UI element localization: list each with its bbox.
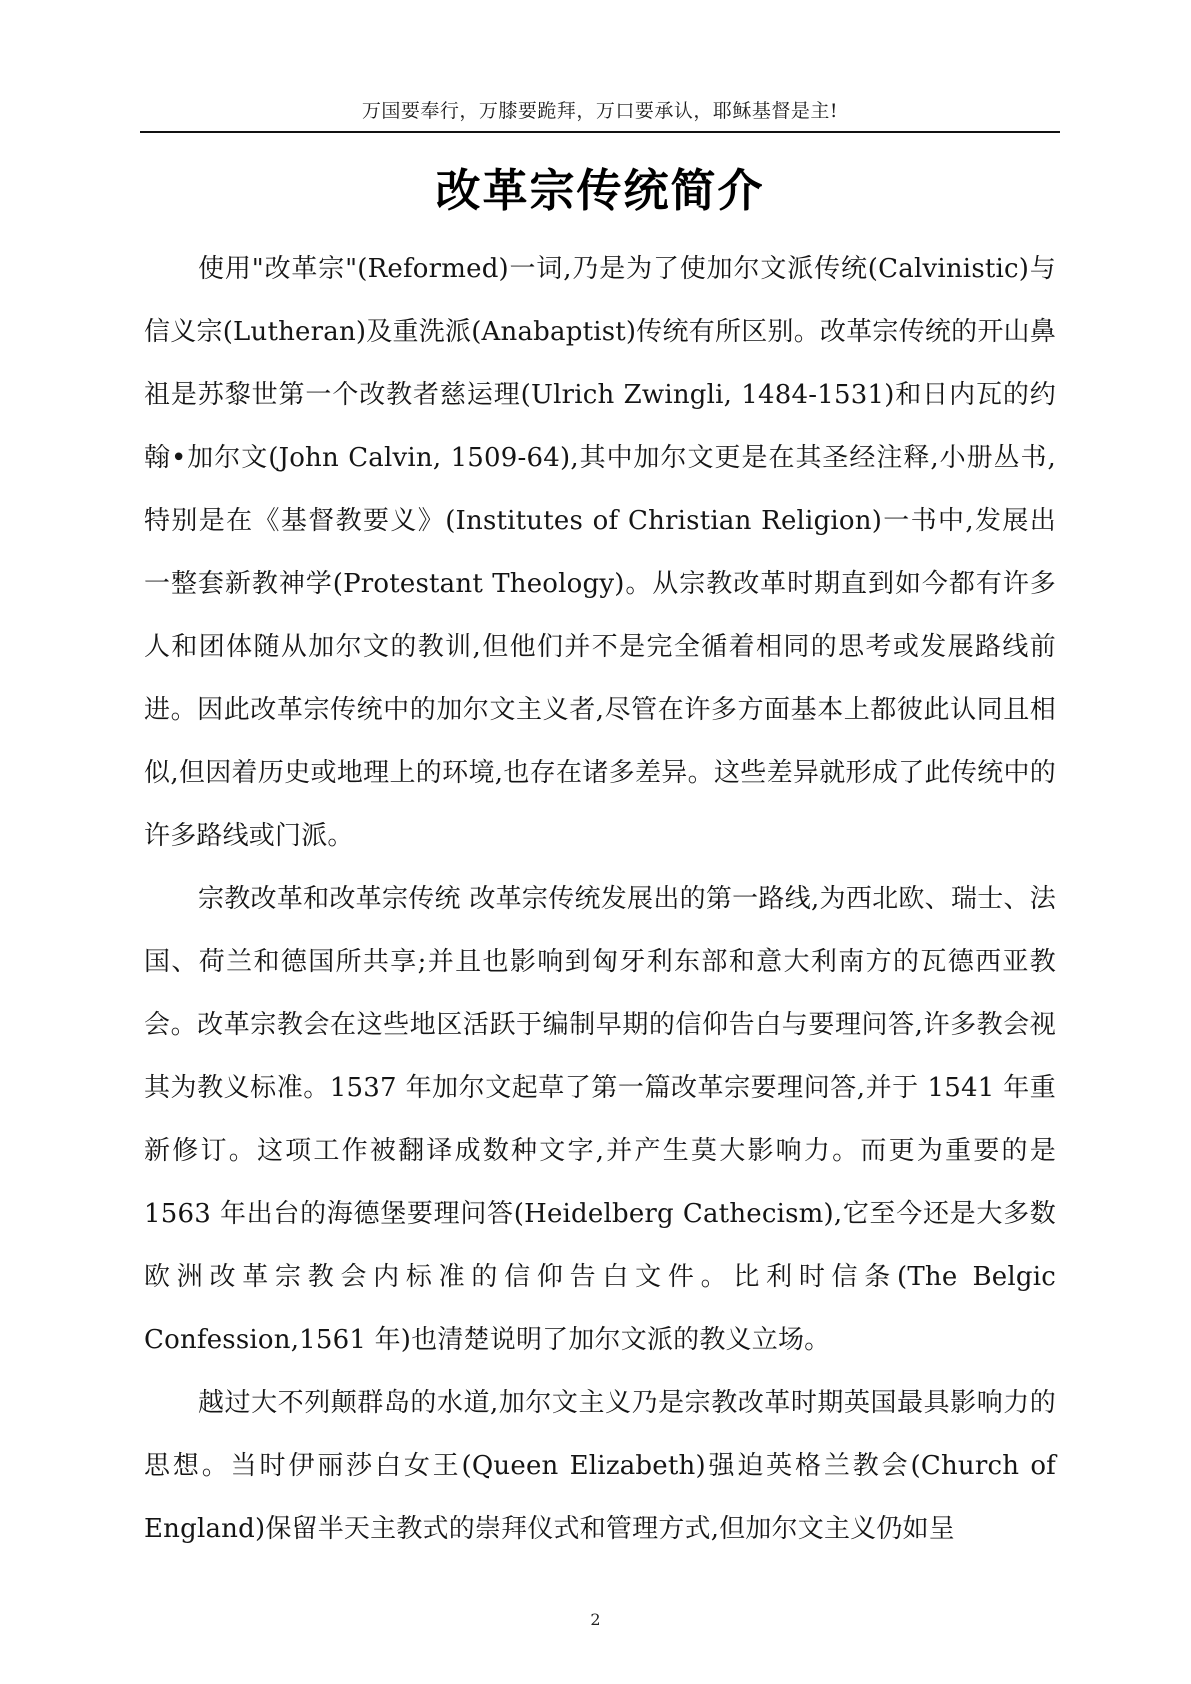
body-paragraph: 越过大不列颠群岛的水道,加尔文主义乃是宗教改革时期英国最具影响力的思想。当时伊丽莎白女王(Queen Elizabeth)强迫英格兰教会(Church of England)保留半天主教式的崇拜仪式和管理方式,但加尔文主义仍如呈 [144,1388,1056,1544]
page-number: 2 [590,1610,601,1629]
running-header: 万国要奉行，万膝要跪拜，万口要承认，耶稣基督是主! [361,100,839,122]
document-title: 改革宗传统简介 [435,164,765,217]
document-body [144,238,1056,1561]
body-paragraph: 使用"改革宗"(Reformed)一词,乃是为了使加尔文派传统(Calvinistic)与信义宗(Lutheran)及重洗派(Anabaptist)传统有所区别。改革宗传统的开山鼻祖是苏黎世第一个改教者慈运理(Ulrich Zwingli, 1484-1531)和日内瓦的约翰•加尔文(John Calvin, 1509-64),其中加尔文更是在其圣经注释,小册丛书,特别是在《基督教要义》(Institutes of Christian Religion)一书中,发展出一整套新教神学(Protestant Theology)。从宗教改革时期直到如今都有许多人和团体随从加尔文的教训,但他们并不是完全循着相同的思考或发展路线前进。因此改革宗传统中的加尔文主义者,尽管在许多方面基本上都彼此认同且相似,但因着历史或地理上的环境,也存在诸多差异。这些差异就形成了此传统中的许多路线或门派。 [144,254,1056,851]
header-divider [140,131,1060,133]
body-paragraph: 宗教改革和改革宗传统 改革宗传统发展出的第一路线,为西北欧、瑞士、法国、荷兰和德国所共享;并且也影响到匈牙利东部和意大利南方的瓦德西亚教会。改革宗教会在这些地区活跃于编制早期的信仰告白与要理问答,许多教会视其为教义标准。1537 年加尔文起草了第一篇改革宗要理问答,并于 1541 年重新修订。这项工作被翻译成数种文字,并产生莫大影响力。而更为重要的是 1563 年出台的海德堡要理问答(Heidelberg Cathecism),它至今还是大多数欧洲改革宗教会内标准的信仰告白文件。比利时信条(The Belgic Confession,1561 年)也清楚说明了加尔文派的教义立场。 [144,884,1056,1355]
